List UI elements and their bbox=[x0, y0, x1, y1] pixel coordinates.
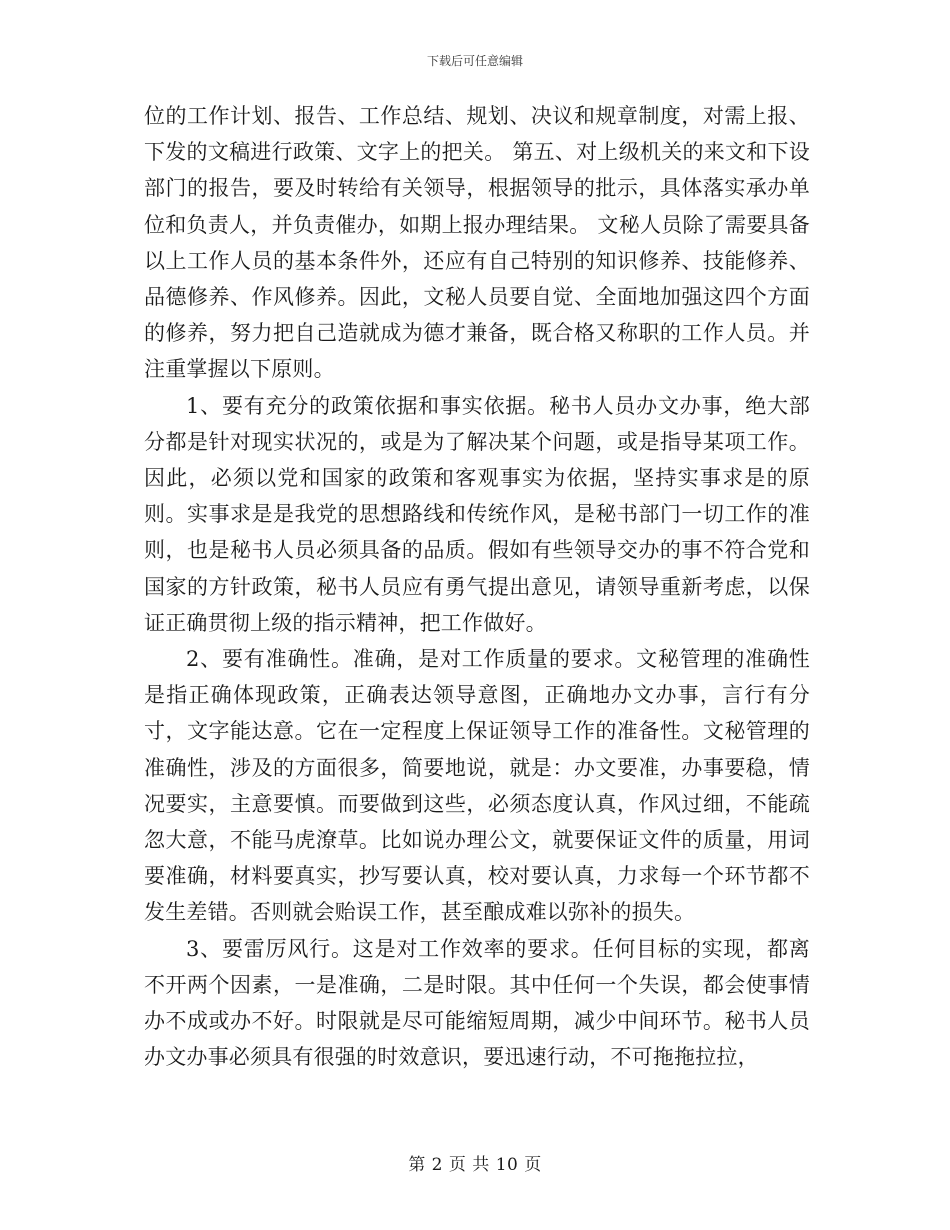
paragraph-continuation: 位的工作计划、报告、工作总结、规划、决议和规章制度，对需上报、下发的文稿进行政策、文字上的把关。 第五、对上级机关的来文和下设部门的报告，要及时转给有关领导，根据领导的批示，具体落实承办单位和负责人，并负责催办，如期上报办理结果。 文秘人员除了需要具备以上工作人员的基本条件外，还应有自己特别的知识修养、技能修养、品德修养、作风修养。因此，文秘人员要自觉、全面地加强这四个方面的修养，努力把自己造就成为德才兼备，既合格又称职的工作人员。并注重掌握以下原则。 bbox=[144, 104, 810, 382]
page-number-footer: 第 2 页 共 10 页 bbox=[408, 1155, 542, 1175]
page-header: 下载后可任意编辑 bbox=[426, 54, 523, 68]
paragraph-principle-1: 1、要有充分的政策依据和事实依据。秘书人员办文办事，绝大部分都是针对现实状况的，或是为了解决某个问题，或是指导某项工作。因此，必须以党和国家的政策和客观事实为依据，坚持实事求是的原则。实事求是是我党的思想路线和传统作风，是秘书部门一切工作的准则，也是秘书人员必须具备的品质。假如有些领导交办的事不符合党和国家的方针政策，秘书人员应有勇气提出意见，请领导重新考虑，以保证正确贯彻上级的指示精神，把工作做好。 bbox=[144, 393, 810, 635]
document-body bbox=[144, 98, 810, 1075]
paragraph-principle-2: 2、要有准确性。准确，是对工作质量的要求。文秘管理的准确性是指正确体现政策，正确表达领导意图，正确地办文办事，言行有分寸，文字能达意。它在一定程度上保证领导工作的准备性。文秘管理的准确性，涉及的方面很多，简要地说，就是：办文要准，办事要稳，情况要实，主意要慎。而要做到这些，必须态度认真，作风过细，不能疏忽大意，不能马虎潦草。比如说办理公文，就要保证文件的质量，用词要准确，材料要真实，抄写要认真，校对要认真，力求每一个环节都不发生差错。否则就会贻误工作，甚至酿成难以弥补的损失。 bbox=[144, 647, 810, 925]
paragraph-principle-3: 3、要雷厉风行。这是对工作效率的要求。任何目标的实现，都离不开两个因素，一是准确，二是时限。其中任何一个失误，都会使事情办不成或办不好。时限就是尽可能缩短周期，减少中间环节。秘书人员办文办事必须具有很强的时效意识，要迅速行动，不可拖拖拉拉， bbox=[144, 936, 810, 1070]
